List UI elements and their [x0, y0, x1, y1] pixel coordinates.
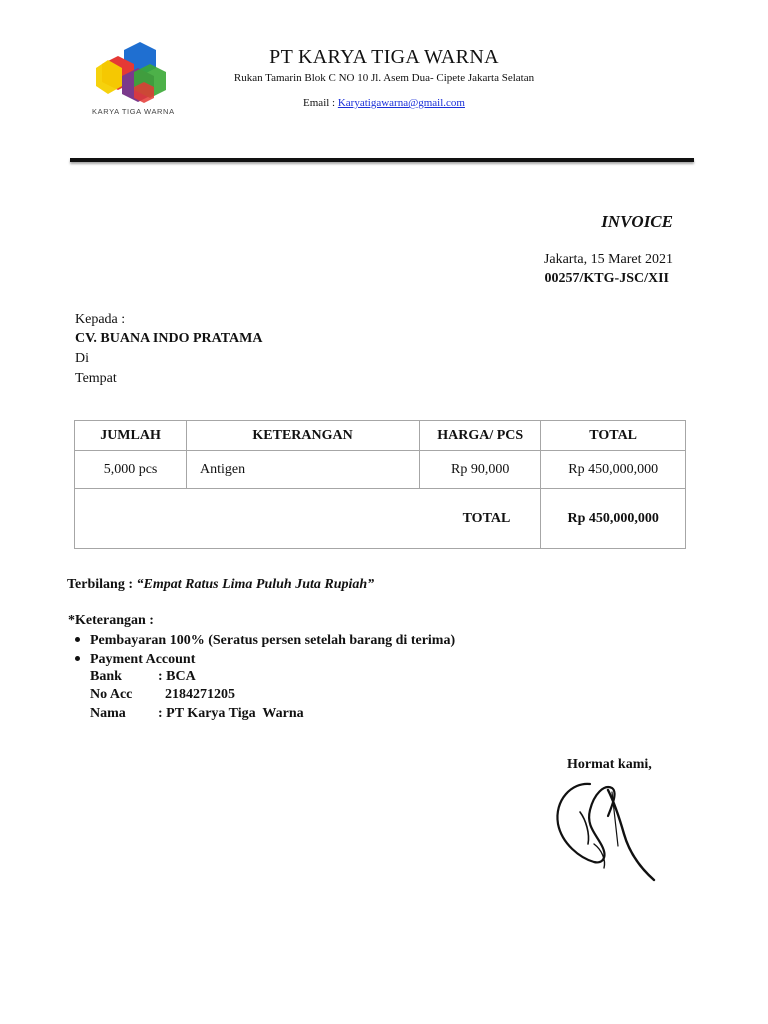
bullet-icon	[75, 637, 80, 642]
payment-account-number	[90, 687, 235, 703]
note-text: Pembayaran 100% (Seratus persen setelah barang di terima)	[90, 633, 456, 648]
note-text: Payment Account	[90, 652, 196, 667]
payment-key: No Acc	[90, 687, 133, 702]
cell-harga: Rp 90,000	[420, 451, 541, 489]
signature-image	[550, 772, 665, 887]
total-label: TOTAL	[75, 489, 541, 549]
terbilang-label: Terbilang :	[67, 577, 137, 592]
payment-key: Bank	[90, 669, 122, 684]
table-total-row	[75, 489, 686, 549]
payment-bank	[90, 669, 196, 685]
table-header-row	[75, 421, 686, 451]
note-item	[75, 652, 195, 668]
header-total: TOTAL	[541, 421, 686, 451]
cell-keterangan: Antigen	[187, 451, 420, 489]
terbilang-value: “Empat Ratus Lima Puluh Juta Rupiah”	[136, 577, 375, 592]
invoice-table	[74, 420, 686, 549]
invoice-title: INVOICE	[601, 212, 673, 231]
invoice-date: Jakarta, 15 Maret 2021	[543, 252, 673, 267]
payment-value: : BCA	[158, 669, 196, 684]
total-value: Rp 450,000,000	[541, 489, 686, 549]
email-link[interactable]: Karyatigawarna@gmail.com	[337, 97, 465, 109]
recipient-line-tempat: Tempat	[75, 371, 117, 386]
cell-jumlah: 5,000 pcs	[75, 451, 187, 489]
closing-text: Hormat kami,	[567, 757, 652, 772]
header-harga: HARGA/ PCS	[420, 421, 541, 451]
header-jumlah: JUMLAH	[75, 421, 187, 451]
payment-name	[90, 706, 304, 722]
payment-key: Nama	[90, 706, 126, 721]
recipient-line-di: Di	[75, 351, 89, 366]
letterhead-divider	[70, 158, 694, 162]
payment-value: : PT Karya Tiga Warna	[158, 706, 304, 721]
table-row	[75, 451, 686, 489]
header-keterangan: KETERANGAN	[187, 421, 420, 451]
note-item	[75, 633, 455, 649]
bullet-icon	[75, 656, 80, 661]
payment-value: 2184271205	[158, 687, 235, 702]
notes-title: *Keterangan :	[68, 613, 154, 628]
company-address: Rukan Tamarin Blok C NO 10 Jl. Asem Dua- Cipete Jakarta Selatan	[233, 72, 535, 84]
company-name: PT KARYA TIGA WARNA	[269, 46, 499, 68]
recipient-name: CV. BUANA INDO PRATAMA	[75, 331, 263, 346]
terbilang	[67, 577, 374, 593]
email-line	[0, 97, 768, 109]
recipient-label: Kepada :	[75, 312, 126, 327]
cell-total: Rp 450,000,000	[541, 451, 686, 489]
logo-text: KARYA TIGA WARNA	[92, 107, 175, 116]
invoice-number: 00257/KTG-JSC/XII	[544, 271, 669, 286]
email-label: Email :	[303, 97, 338, 109]
